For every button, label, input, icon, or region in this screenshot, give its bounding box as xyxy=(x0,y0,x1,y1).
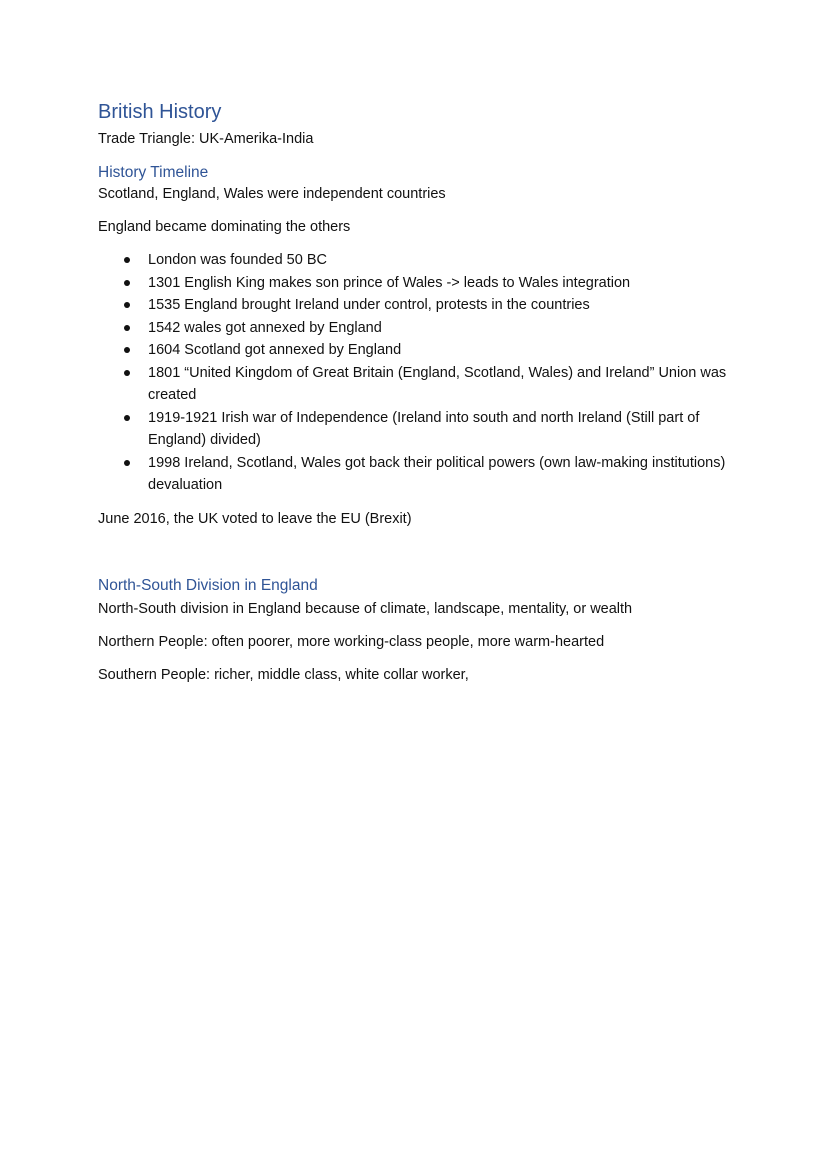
timeline-intro-paragraph: England became dominating the others xyxy=(98,219,351,235)
bullet-icon xyxy=(124,325,130,331)
timeline-event-text: 1535 England brought Ireland under control, protests in the countries xyxy=(148,297,590,313)
bullet-icon xyxy=(124,370,130,376)
timeline-event-item xyxy=(148,452,738,497)
timeline-event-item xyxy=(148,249,738,272)
timeline-event-item xyxy=(148,272,738,295)
timeline-event-text: 1604 Scotland got annexed by England xyxy=(148,342,402,358)
timeline-event-text: 1998 Ireland, Scotland, Wales got back their political powers (own law-making institutions) devaluation xyxy=(148,454,726,493)
bullet-icon xyxy=(124,302,130,308)
bullet-icon xyxy=(124,415,130,421)
bullet-icon xyxy=(124,257,130,263)
timeline-event-text: London was founded 50 BC xyxy=(148,252,327,268)
timeline-event-item xyxy=(148,407,738,452)
timeline-event-text: 1919-1921 Irish war of Independence (Ireland into south and north Ireland (Still part of England) divided) xyxy=(148,409,700,448)
timeline-event-item xyxy=(148,317,738,340)
timeline-intro-paragraph: Scotland, England, Wales were independent countries xyxy=(98,186,446,202)
bullet-icon xyxy=(124,460,130,466)
timeline-event-text: 1542 wales got annexed by England xyxy=(148,319,382,336)
bullet-icon xyxy=(124,280,130,286)
division-paragraph: North-South division in England because of climate, landscape, mentality, or wealth xyxy=(98,600,633,617)
document-title: British History xyxy=(98,101,222,123)
timeline-event-list xyxy=(98,249,738,497)
division-paragraph: Southern People: richer, middle class, white collar worker, xyxy=(98,666,469,683)
timeline-closing-paragraph: June 2016, the UK voted to leave the EU (Brexit) xyxy=(98,510,412,527)
division-heading: North-South Division in England xyxy=(98,576,318,594)
timeline-event-text: 1301 English King makes son prince of Wales -> leads to Wales integration xyxy=(148,274,631,291)
document-body xyxy=(98,99,738,686)
division-paragraph: Northern People: often poorer, more working-class people, more warm-hearted xyxy=(98,633,605,650)
document-subtitle: Trade Triangle: UK-Amerika-India xyxy=(98,131,314,147)
timeline-event-item xyxy=(148,362,738,407)
timeline-event-item xyxy=(148,294,738,317)
timeline-heading: History Timeline xyxy=(98,164,209,181)
bullet-icon xyxy=(124,347,130,353)
timeline-event-text: 1801 “United Kingdom of Great Britain (England, Scotland, Wales) and Ireland” Union was created xyxy=(148,364,727,403)
timeline-event-item xyxy=(148,339,738,362)
